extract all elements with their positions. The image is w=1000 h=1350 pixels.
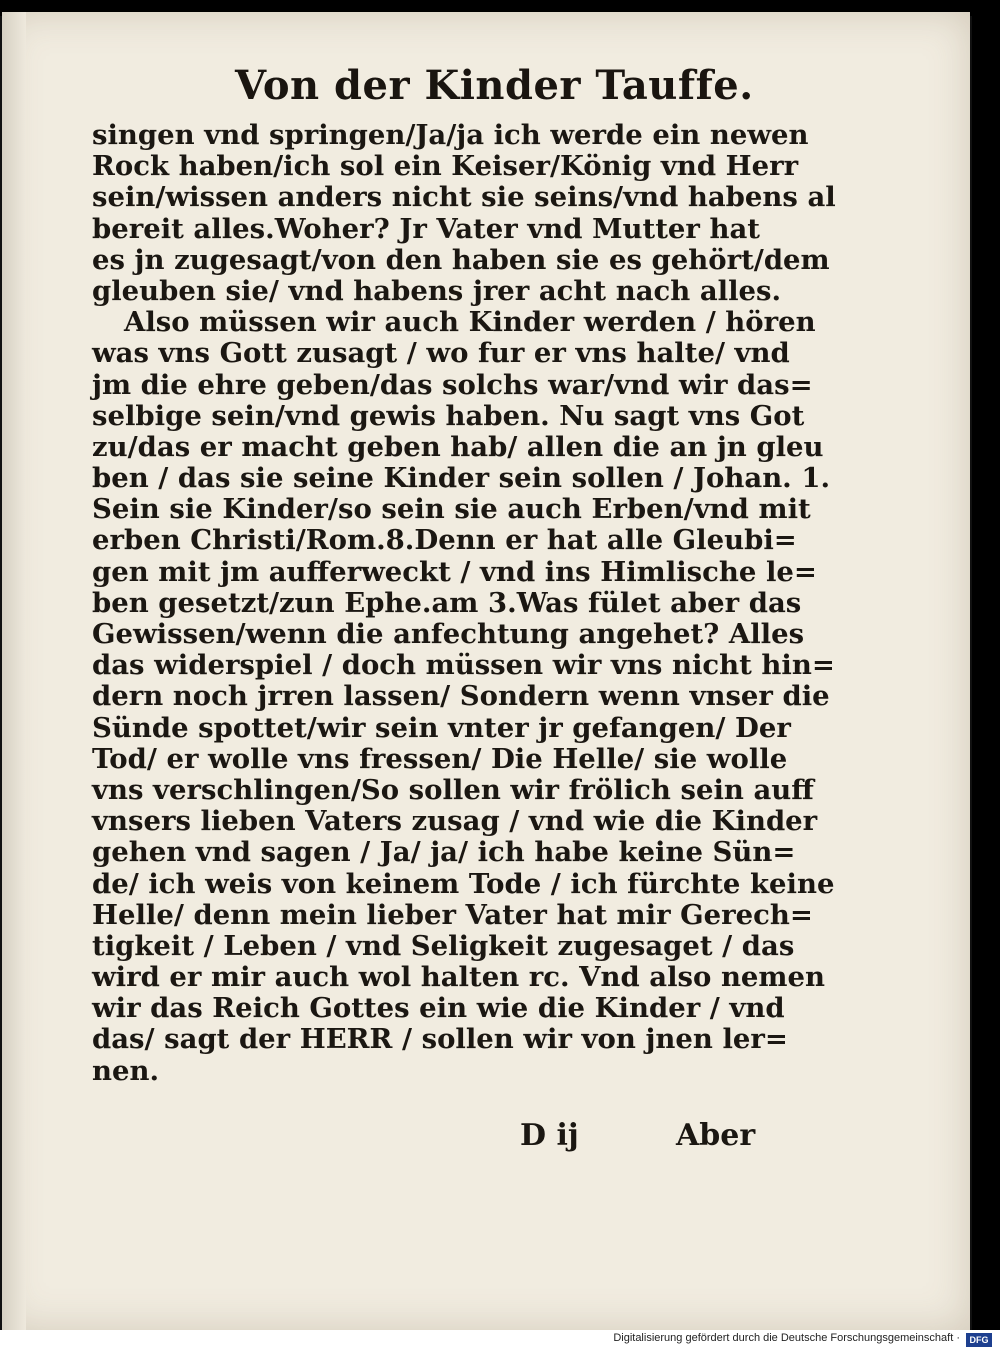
text-line: singen vnd springen/Ja/ja ich werde ein newen: [92, 119, 809, 151]
page-gutter: [2, 12, 26, 1330]
text-line: ben gesetzt/zun Ephe.am 3.Was fület aber das: [92, 586, 802, 619]
text-line: es jn zugesagt/von den haben sie es gehört/dem: [92, 243, 830, 276]
text-line: Tod/ er wolle vns fressen/ Die Helle/ sie wolle: [92, 742, 788, 775]
text-line: Helle/ denn mein lieber Vater hat mir Gerech=: [92, 898, 813, 931]
text-line: dern noch jrren lassen/ Sondern wenn vnser die: [92, 680, 830, 713]
text-line: jm die ehre geben/das solchs war/vnd wir das=: [92, 368, 813, 401]
text-line: bereit alles.Woher? Jr Vater vnd Mutter hat: [92, 212, 761, 245]
running-head: Von der Kinder Tauffe.: [235, 62, 754, 109]
text-line: Gewissen/wenn die anfechtung angehet? Alles: [92, 618, 805, 650]
dfg-logo-icon[interactable]: DFG: [966, 1333, 992, 1347]
text-line: Sein sie Kinder/so sein sie auch Erben/vnd mit: [92, 493, 811, 526]
text-line: selbige sein/vnd gewis haben. Nu sagt vns Got: [92, 399, 805, 432]
text-line: vnsers lieben Vaters zusag / vnd wie die Kinder: [92, 805, 818, 838]
footer-credit: Digitalisierung gefördert durch die Deutsche Forschungsgemeinschaft ·: [613, 1332, 960, 1344]
text-line: zu/das er macht geben hab/ allen die an jn gleu: [92, 430, 824, 463]
text-line: de/ ich weis von keinem Tode / ich fürchte keine: [92, 867, 835, 900]
right-border: [972, 0, 1000, 1330]
text-line: gen mit jm aufferweckt / vnd ins Himlische le=: [92, 555, 817, 588]
text-line: tigkeit / Leben / vnd Seligkeit zugesaget / das: [92, 929, 795, 962]
text-line: vns verschlingen/So sollen wir frölich sein auff: [92, 773, 814, 806]
text-line: nen.: [92, 1054, 160, 1087]
text-line: wird er mir auch wol halten rc. Vnd also nemen: [92, 961, 826, 994]
footer-bar: [0, 1330, 1000, 1350]
text-line: gehen vnd sagen / Ja/ ja/ ich habe keine Sün=: [92, 836, 796, 869]
text-line: das widerspiel / doch müssen wir vns nicht hin=: [92, 649, 835, 682]
catchword: Aber: [676, 1118, 756, 1153]
text-line: sein/wissen anders nicht sie seins/vnd habens al: [92, 181, 836, 214]
text-line: das/ sagt der HERR / sollen wir von jnen ler=: [92, 1023, 788, 1056]
text-line: Rock haben/ich sol ein Keiser/König vnd Herr: [92, 150, 799, 183]
text-line: erben Christi/Rom.8.Denn er hat alle Gleubi=: [92, 524, 797, 557]
text-line: Sünde spottet/wir sein vnter jr gefangen/ Der: [92, 711, 791, 744]
text-line: was vns Gott zusagt / wo fur er vns halte/ vnd: [92, 337, 790, 370]
text-line: Also müssen wir auch Kinder werden / hören: [124, 306, 816, 339]
text-line: gleuben sie/ vnd habens jrer acht nach alles.: [92, 274, 782, 307]
text-line: wir das Reich Gottes ein wie die Kinder / vnd: [92, 992, 785, 1025]
text-line: ben / das sie seine Kinder sein sollen / Johan. 1.: [92, 462, 831, 495]
body-text: [92, 119, 836, 1087]
signature-mark: D ij: [520, 1118, 579, 1153]
